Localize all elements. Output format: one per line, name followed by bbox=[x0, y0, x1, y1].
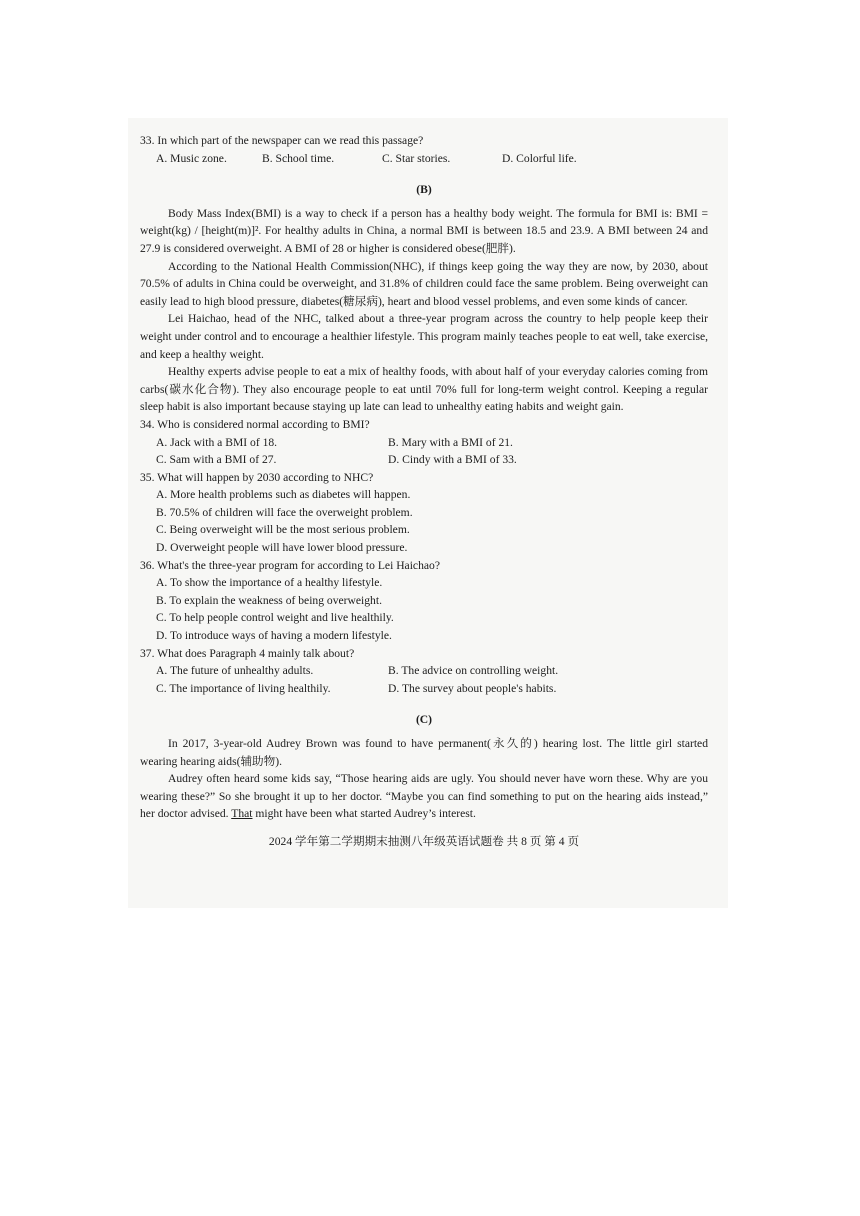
section-b-paragraph-4: Healthy experts advise people to eat a mix of healthy foods, with about half of your everyday calories coming from carbs(碳水化合物). They also encourage people to eat until 70% full for long-term weight control. Keeping a regular sleep habit is also important because staying up late can lead to unhealthy eating habits and weight gain. bbox=[140, 365, 708, 414]
question-37-options-row-2 bbox=[140, 680, 708, 698]
question-37-options-row-1 bbox=[140, 662, 708, 680]
section-b-paragraph-3: Lei Haichao, head of the NHC, talked about a three-year program across the country to help people keep their weight under control and to encourage a healthier lifestyle. This program mainly teaches people to eat well, take exercise, and keep a healthy weight. bbox=[140, 312, 708, 361]
section-b-paragraph-2: According to the National Health Commission(NHC), if things keep going the way they are now, by 2030, about 70.5% of adults in China could be overweight, and 31.8% of children could face the same problem. Being overweight can easily lead to high blood pressure, diabetes(糖尿病), heart and blood vessel problems, and even some kinds of cancer. bbox=[140, 259, 708, 308]
section-c-label: (C) bbox=[415, 713, 433, 727]
question-37-option-c: C. The importance of living healthily. bbox=[156, 681, 331, 695]
question-34-option-c: C. Sam with a BMI of 27. bbox=[156, 453, 277, 467]
question-34-option-d: D. Cindy with a BMI of 33. bbox=[388, 453, 517, 467]
question-33-option-c: C. Star stories. bbox=[382, 151, 451, 165]
question-34-options-row-1 bbox=[140, 434, 708, 452]
section-c-paragraph-2-text-a: Audrey often heard some kids say, “Those hearing aids are ugly. You should never have worn these. Why are you wearing these?” So she brought it up to her doctor. “Maybe you can find something to put on the hearing aids instead,” her doctor advised. bbox=[140, 772, 708, 821]
question-34-options-row-2 bbox=[140, 451, 708, 469]
question-35-option-d: D. Overweight people will have lower blood pressure. bbox=[156, 541, 408, 555]
question-34-stem: 34. Who is considered normal according to BMI? bbox=[140, 417, 370, 431]
underlined-word-that: That bbox=[231, 807, 253, 821]
question-37-option-a: A. The future of unhealthy adults. bbox=[156, 664, 314, 678]
question-33-option-d: D. Colorful life. bbox=[502, 151, 577, 165]
question-35-option-a: A. More health problems such as diabetes will happen. bbox=[156, 488, 411, 502]
question-36-option-b: B. To explain the weakness of being overweight. bbox=[156, 593, 382, 607]
section-c-paragraph-2-text-b: might have been what started Audrey’s interest. bbox=[252, 807, 476, 821]
question-36-stem: 36. What's the three-year program for according to Lei Haichao? bbox=[140, 558, 440, 572]
question-33-option-b: B. School time. bbox=[262, 151, 335, 165]
section-b-paragraph-1: Body Mass Index(BMI) is a way to check if a person has a healthy body weight. The formula for BMI is: BMI = weight(kg) / [height(m)]². For healthy adults in China, a normal BMI is between 18.5 and 23.9. A BMI between 24 and 27.9 is considered overweight. A BMI of 28 or higher is considered obese(肥胖). bbox=[140, 206, 708, 255]
question-37-option-b: B. The advice on controlling weight. bbox=[388, 664, 559, 678]
section-c-paragraph-2 bbox=[140, 770, 708, 823]
page-footer: 2024 学年第二学期期末抽测八年级英语试题卷 共 8 页 第 4 页 bbox=[268, 834, 580, 848]
question-33-options bbox=[140, 150, 708, 168]
question-33-stem: 33. In which part of the newspaper can we read this passage? bbox=[140, 134, 424, 147]
question-34-option-b: B. Mary with a BMI of 21. bbox=[388, 435, 513, 449]
page-content bbox=[140, 132, 708, 851]
section-b-label: (B) bbox=[416, 183, 432, 197]
question-35-option-c: C. Being overweight will be the most serious problem. bbox=[156, 523, 410, 537]
question-35-option-b: B. 70.5% of children will face the overweight problem. bbox=[156, 505, 413, 519]
question-35-stem: 35. What will happen by 2030 according to NHC? bbox=[140, 470, 374, 484]
question-37-stem: 37. What does Paragraph 4 mainly talk about? bbox=[140, 646, 355, 660]
question-36-option-d: D. To introduce ways of having a modern lifestyle. bbox=[156, 629, 392, 643]
section-c-paragraph-1: In 2017, 3-year-old Audrey Brown was found to have permanent(永久的) hearing lost. The little girl started wearing hearing aids(辅助物). bbox=[140, 737, 708, 768]
question-34-option-a: A. Jack with a BMI of 18. bbox=[156, 435, 278, 449]
question-36-option-a: A. To show the importance of a healthy lifestyle. bbox=[156, 576, 383, 590]
question-36-option-c: C. To help people control weight and live healthily. bbox=[156, 611, 394, 625]
question-37-option-d: D. The survey about people's habits. bbox=[388, 681, 557, 695]
question-33-option-a: A. Music zone. bbox=[156, 151, 227, 165]
